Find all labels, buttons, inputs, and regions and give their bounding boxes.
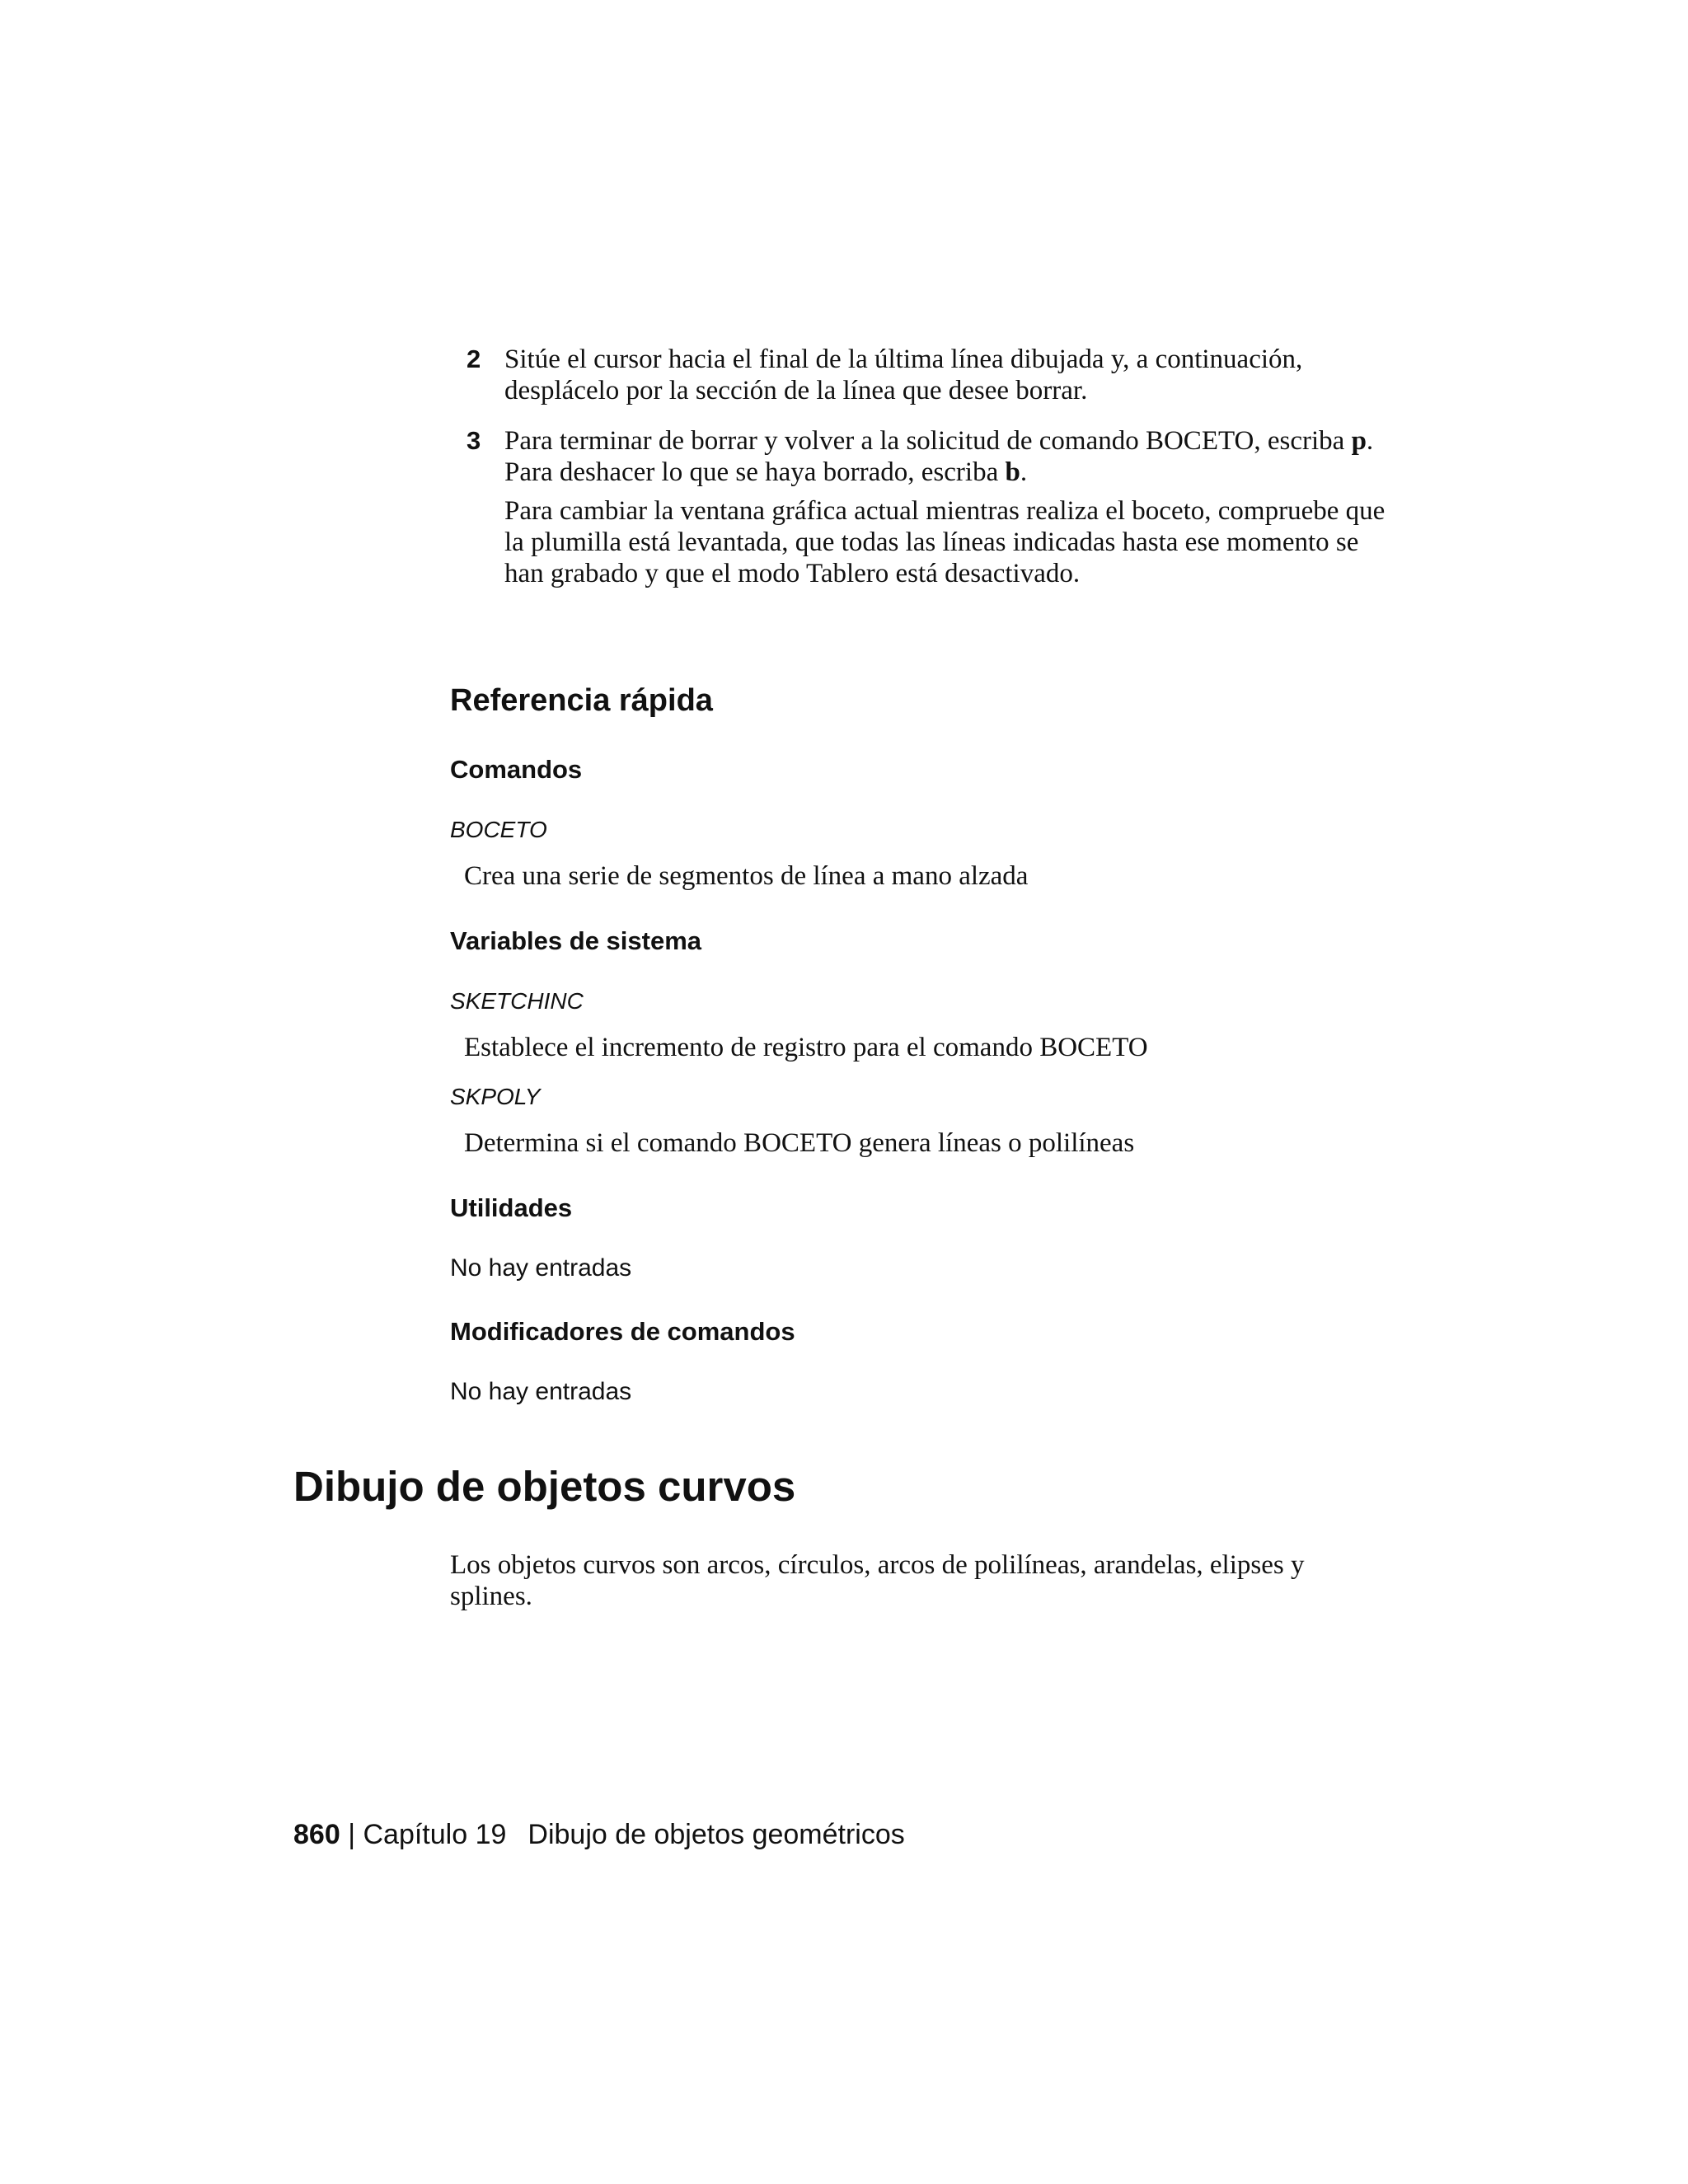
step-3-note: Para cambiar la ventana gráfica actual mientras realiza el boceto, compruebe que la plumilla está levantada, que todas las líneas indicadas hasta ese momento se han grabado y que el modo Tablero está desactivado.	[504, 496, 1386, 588]
chapter-label: Capítulo 19	[363, 1819, 507, 1850]
step-text: Sitúe el cursor hacia el final de la última línea dibujada y, a continuación, desplácelo por la sección de la línea que desee borrar.	[504, 344, 1303, 405]
section-body: Los objetos curvos son arcos, círculos, arcos de polilíneas, arandelas, elipses y splines.	[450, 1550, 1305, 1611]
key-b: b	[1005, 457, 1020, 487]
system-variables-heading: Variables de sistema	[450, 926, 702, 955]
step-text-part: .	[1020, 457, 1028, 487]
system-variable-description: Determina si el comando BOCETO genera líneas o polilíneas	[464, 1128, 1135, 1158]
step-text	[504, 425, 1386, 488]
chapter-title: Dibujo de objetos geométricos	[528, 1819, 905, 1850]
section-title: Dibujo de objetos curvos	[293, 1463, 796, 1510]
command-term: BOCETO	[450, 817, 547, 842]
command-modifiers-heading: Modificadores de comandos	[450, 1317, 795, 1346]
step-number: 2	[467, 344, 481, 373]
page-number: 860	[293, 1819, 340, 1850]
system-variable-description: Establece el incremento de registro para el comando BOCETO	[464, 1033, 1148, 1062]
command-description: Crea una serie de segmentos de línea a mano alzada	[464, 861, 1029, 891]
quick-reference-heading: Referencia rápida	[450, 683, 713, 718]
system-variable-term: SKETCHINC	[450, 988, 584, 1014]
system-variable-term: SKPOLY	[450, 1084, 541, 1109]
utilities-heading: Utilidades	[450, 1193, 573, 1222]
page-footer	[293, 1817, 905, 1852]
step-text-part: Para terminar de borrar y volver a la solicitud de comando BOCETO, escriba	[504, 426, 1352, 456]
step-text-part: . Para deshacer lo que se haya borrado, escriba	[504, 426, 1374, 487]
commands-heading: Comandos	[450, 755, 583, 784]
step-number: 3	[467, 426, 481, 455]
utilities-text: No hay entradas	[450, 1254, 632, 1282]
footer-separator: |	[348, 1819, 356, 1850]
command-modifiers-text: No hay entradas	[450, 1378, 632, 1405]
key-p: p	[1351, 426, 1367, 456]
